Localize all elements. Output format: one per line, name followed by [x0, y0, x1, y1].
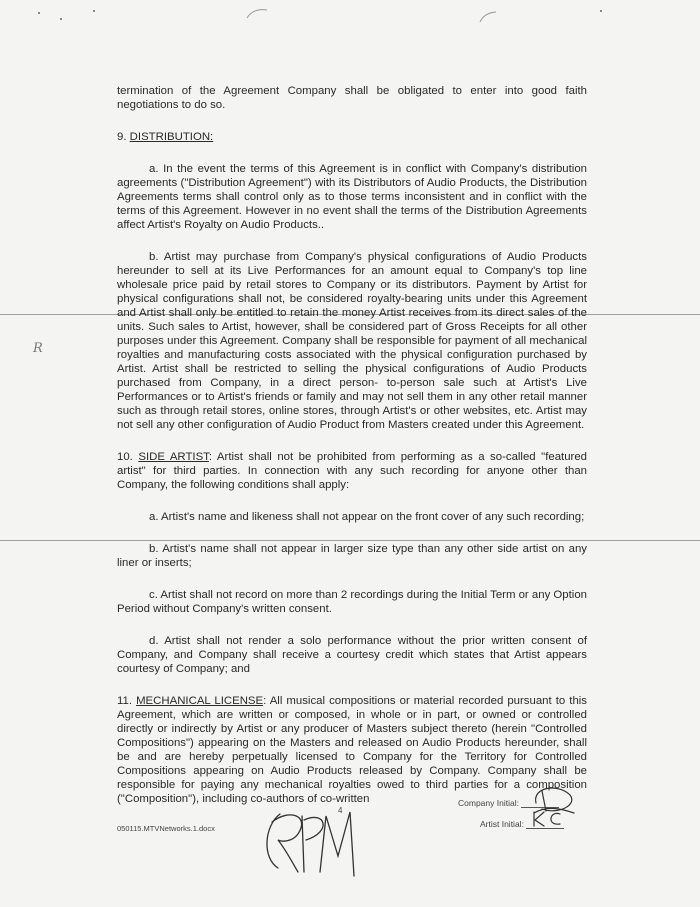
artist-initial-signature [530, 808, 574, 830]
footer-filename: 050115.MTVNetworks.1.docx [117, 824, 215, 833]
paragraph-10a: a. Artist's name and likeness shall not appear on the front cover of any such recording; [149, 511, 585, 523]
scan-speck [38, 12, 40, 14]
scan-mark [245, 6, 275, 20]
scan-speck [600, 10, 602, 12]
section-number: 9. [117, 131, 127, 143]
scan-speck [93, 10, 95, 12]
paragraph-10b: b. Artist's name shall not appear in larger size type than any other side artist on any liner or inserts; [117, 543, 587, 569]
handwritten-signature [262, 802, 372, 882]
section-title: SIDE ARTIST [138, 451, 209, 463]
paragraph-9a: a. In the event the terms of this Agreement is in conflict with Company's distribution agreements ("Distribution Agreement") with its Distributors of Audio Products, the Distribution Agreements terms shall control only as to those terms inconsistent and in conflict with the terms of this Agreement. However in no event shall the terms of the Distribution Agreements affect Artist's Royalty on Audio Products.. [117, 163, 587, 231]
artist-initial-label: Artist Initial: [480, 819, 524, 829]
document-body [117, 84, 587, 806]
section-10-paragraph [117, 450, 587, 492]
section-number: 11. [117, 695, 132, 707]
section-9-heading [117, 130, 587, 144]
section-title: MECHANICAL LICENSE [136, 695, 264, 707]
scan-speck [60, 18, 62, 20]
paragraph-10c: c. Artist shall not record on more than 2 recordings during the Initial Term or any Option Period without Company's written consent. [117, 589, 587, 615]
section-title: DISTRIBUTION: [129, 131, 214, 143]
section-number: 10. [117, 451, 133, 463]
section-body: : All musical compositions or material recorded pursuant to this Agreement, which are written or composed, in whole or in part, or owned or controlled directly or indirectly by Artist or any producer of Masters subject thereto (herein "Controlled Compositions") appearing on the Masters and released on Audio Products hereunder, shall be and are hereby perpetually licensed to Company for the Territory for Controlled Compositions appearing on Audio Products released by Company. Company shall be responsible for paying any mechanical royalties owed to third parties for a composition ("Composition"), including co-authors of co-written [117, 695, 588, 805]
paragraph-intro: termination of the Agreement Company shall be obligated to enter into good faith negotiations to do so. [117, 85, 587, 111]
section-body: : Artist shall not be prohibited from performing as a so-called "featured artist" for third parties. In connection with any such recording for anyone other than Company, the following conditions shall apply: [117, 451, 587, 491]
margin-handwritten-mark: R [33, 341, 43, 356]
scan-mark [478, 10, 502, 24]
company-initial-label: Company Initial: [458, 798, 519, 808]
page-number: 4 [338, 806, 343, 815]
paragraph-9b: b. Artist may purchase from Company's physical configurations of Audio Products hereunder to sell at its Live Performances for an amount equal to Company's top line wholesale price paid by retail stores to Company or its distributors. Payment by Artist for physical configurations shall not, be considered royalty-bearing units under this Agreement and Artist shall only be entitled to retain the money Artist receives from its direct sales of the units. Such sales to Artist, however, shall be considered part of Gross Receipts for all other purposes under this Agreement. Company shall be responsible for payment of all mechanical royalties and manufacturing costs associated with the physical configuration purchased by Artist. Artist shall be restricted to selling the physical configurations of Audio Products purchased from Company, in a direct person- to-person sale such at Artist's Live Performances or to Artist's friends or family and may not sell them in any other retail manner such as through retail stores, online stores, through Artist's or other websites, etc. Artist may not sell any other configuration of Audio Product from Masters created under this Agreement. [117, 251, 587, 431]
paragraph-10d: d. Artist shall not render a solo performance without the prior written consent of Company, and Company shall receive a courtesy credit which states that Artist appears courtesy of Company; and [117, 635, 587, 675]
section-11-paragraph [117, 694, 587, 806]
